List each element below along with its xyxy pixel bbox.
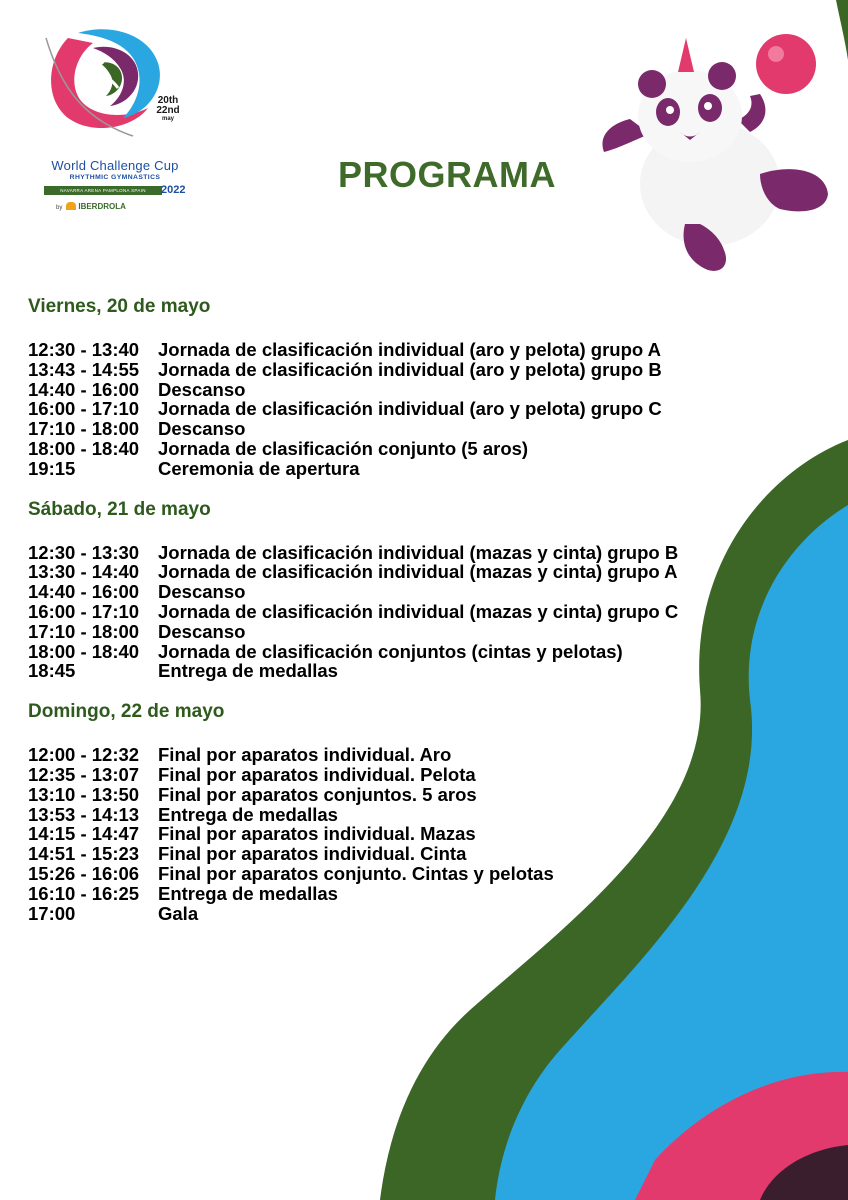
time: 18:00 - 18:40 [28,437,140,459]
time: 17:10 - 18:00 [28,620,140,642]
schedule-row [28,622,748,642]
day-section [28,497,748,682]
logo-year: 2022 [161,184,186,196]
event: Jornada de clasificación individual (mazas y cinta) grupo B [158,541,679,563]
schedule-row [28,661,748,681]
schedule-row [28,419,748,439]
top-corner-wave [836,0,848,60]
event: Final por aparatos conjuntos. 5 aros [158,783,477,805]
event: Entrega de medallas [158,882,338,904]
schedule [28,294,748,941]
event: Jornada de clasificación individual (aro y pelota) grupo A [158,339,662,360]
event: Jornada de clasificación individual (mazas y cinta) grupo A [158,561,678,583]
schedule-row [28,844,748,864]
time: 17:00 [28,902,76,924]
time: 15:26 - 16:06 [28,862,140,884]
sponsor [56,202,126,211]
schedule-row [28,582,748,602]
event: Descanso [158,418,246,440]
time: 12:35 - 13:07 [28,763,140,785]
event: Descanso [158,620,246,642]
time: 17:10 - 18:00 [28,418,140,440]
event: Descanso [158,581,246,603]
logo-venue: NAVARRA ARENA PAMPLONA SPAIN [44,186,162,195]
time: 14:40 - 16:00 [28,581,140,603]
time: 16:00 - 17:10 [28,600,140,622]
schedule-row [28,543,748,563]
schedule-row [28,380,748,400]
schedule-row [28,745,748,765]
time: 14:15 - 14:47 [28,823,140,845]
event: Final por aparatos individual. Aro [158,744,452,766]
schedule-row [28,562,748,582]
time: 16:10 - 16:25 [28,882,140,904]
page-title: PROGRAMA [338,154,556,195]
schedule-row [28,399,748,419]
time: 14:40 - 16:00 [28,378,140,400]
panda-mascot-icon [590,24,830,280]
event: Jornada de clasificación conjuntos (cintas y pelotas) [158,640,623,662]
logo-subtitle: RHYTHMIC GYMNASTICS [69,174,161,181]
time: 13:43 - 14:55 [28,358,140,380]
day-title: Sábado, 21 de mayo [28,498,211,520]
time: 16:00 - 17:10 [28,398,140,420]
schedule-row [28,785,748,805]
event: Jornada de clasificación conjunto (5 aros) [158,437,529,459]
schedule-row [28,439,748,459]
schedule-row [28,360,748,380]
time: 12:30 - 13:40 [28,339,140,360]
schedule-row [28,805,748,825]
day-section [28,699,748,923]
time: 13:30 - 14:40 [28,561,140,583]
event: Entrega de medallas [158,660,338,682]
event: Jornada de clasificación individual (aro y pelota) grupo B [158,358,662,380]
schedule-row [28,459,748,479]
event: Jornada de clasificación individual (mazas y cinta) grupo C [158,600,679,622]
event: Gala [158,902,199,924]
event: Final por aparatos individual. Mazas [158,823,476,845]
time: 18:00 - 18:40 [28,640,140,662]
time: 13:10 - 13:50 [28,783,140,805]
logo-dates: 20th 22nd may [156,95,180,122]
iberdrola-icon [66,202,76,210]
time: 12:30 - 13:30 [28,541,140,563]
event: Ceremonia de apertura [158,457,360,479]
schedule-row [28,340,748,360]
schedule-row [28,864,748,884]
sponsor-name: IBERDROLA [78,202,126,211]
time: 12:00 - 12:32 [28,744,140,766]
sponsor-by: by [56,205,63,211]
time: 13:53 - 14:13 [28,803,140,825]
event: Final por aparatos conjunto. Cintas y pelotas [158,862,554,884]
event-logo [28,18,188,211]
schedule-row [28,765,748,785]
day-title: Domingo, 22 de mayo [28,701,225,723]
event: Entrega de medallas [158,803,338,825]
event: Final por aparatos individual. Cinta [158,843,467,865]
event: Jornada de clasificación individual (aro y pelota) grupo C [158,398,662,420]
time: 14:51 - 15:23 [28,843,140,865]
schedule-row [28,642,748,662]
schedule-row [28,824,748,844]
schedule-row [28,904,748,924]
day-title: Viernes, 20 de mayo [28,296,211,317]
schedule-row [28,884,748,904]
time: 19:15 [28,457,76,479]
event: Final por aparatos individual. Pelota [158,763,476,785]
logo-title: World Challenge Cup [51,158,179,173]
event: Descanso [158,378,246,400]
schedule-row [28,602,748,622]
day-section [28,294,748,479]
time: 18:45 [28,660,76,682]
